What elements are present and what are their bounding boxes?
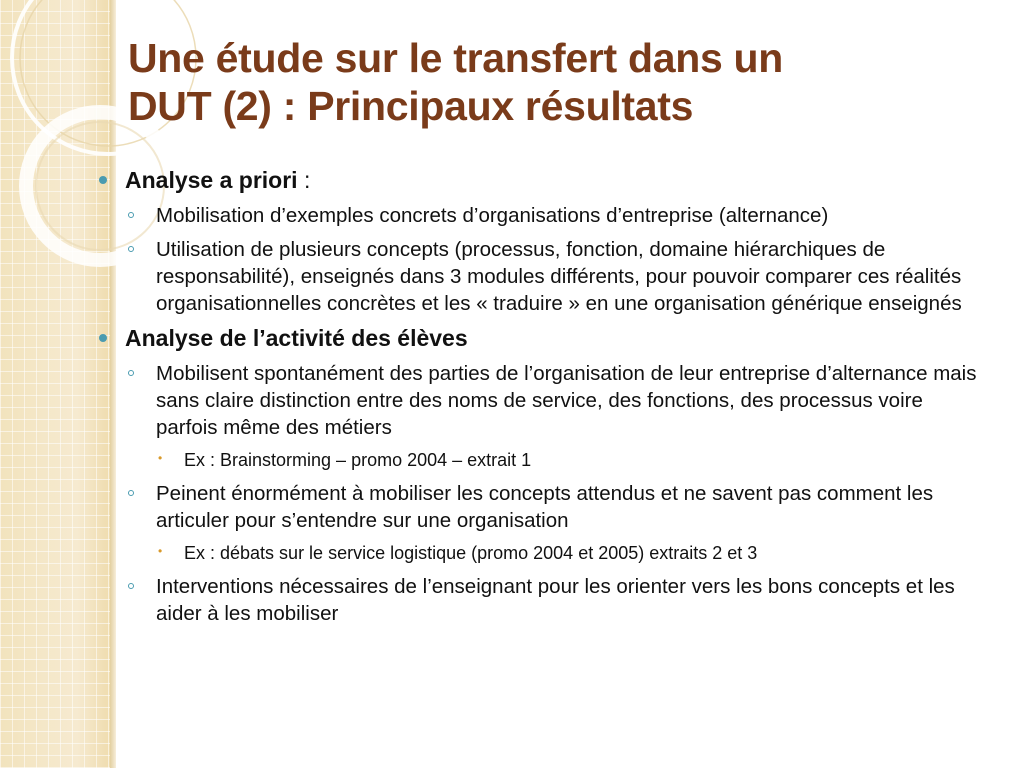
section-heading: Analyse a priori — [125, 167, 298, 193]
list-item — [96, 360, 986, 441]
sub-list-item — [96, 541, 986, 565]
level2-bullet-icon — [128, 583, 134, 589]
list-item — [96, 236, 986, 317]
slide-content — [96, 166, 986, 634]
list-item — [96, 480, 986, 534]
level2-bullet-icon — [128, 246, 134, 252]
list-item-text: Interventions nécessaires de l’enseignant pour les orienter vers les bons concepts et les aider à les mobiliser — [156, 575, 955, 625]
list-item-text: Mobilisent spontanément des parties de l’organisation de leur entreprise d’alternance mais sans claire distinction entre des noms de service, des fonctions, des processus voire parfois même des métiers — [156, 362, 977, 439]
list-item-text: Peinent énormément à mobiliser les concepts attendus et ne savent pas comment les articuler pour s’entendre sur une organisation — [156, 482, 934, 532]
list-item — [96, 202, 986, 229]
section-heading-suffix: : — [297, 167, 311, 193]
level3-bullet-icon: • — [158, 451, 163, 465]
sub-list-item-text: Ex : Brainstorming – promo 2004 – extrait 1 — [184, 450, 532, 470]
level2-bullet-icon — [128, 212, 134, 218]
section-analyse-activite-eleves — [96, 324, 986, 352]
section-heading: Analyse de l’activité des élèves — [125, 325, 468, 351]
section-analyse-a-priori — [96, 166, 986, 194]
list-item-text: Mobilisation d’exemples concrets d’organisations d’entreprise (alternance) — [156, 204, 829, 227]
level1-bullet-icon — [99, 176, 107, 184]
list-item — [96, 573, 986, 627]
level1-bullet-icon — [99, 334, 107, 342]
level3-bullet-icon: • — [158, 544, 163, 558]
slide-title-line-1: Une étude sur le transfert dans un — [128, 35, 784, 81]
level2-bullet-icon — [128, 490, 134, 496]
slide-title-line-2: DUT (2) : Principaux résultats — [128, 83, 694, 129]
level2-bullet-icon — [128, 370, 134, 376]
sub-list-item-text: Ex : débats sur le service logistique (promo 2004 et 2005) extraits 2 et 3 — [184, 543, 758, 563]
list-item-text: Utilisation de plusieurs concepts (processus, fonction, domaine hiérarchiques de responsabilité), enseignés dans 3 modules différents, pour pouvoir comparer ces réalités organisationnelles concrètes et les « traduire » en une organisation générique enseignés — [156, 238, 962, 315]
slide-title — [128, 34, 998, 130]
sub-list-item — [96, 448, 986, 472]
